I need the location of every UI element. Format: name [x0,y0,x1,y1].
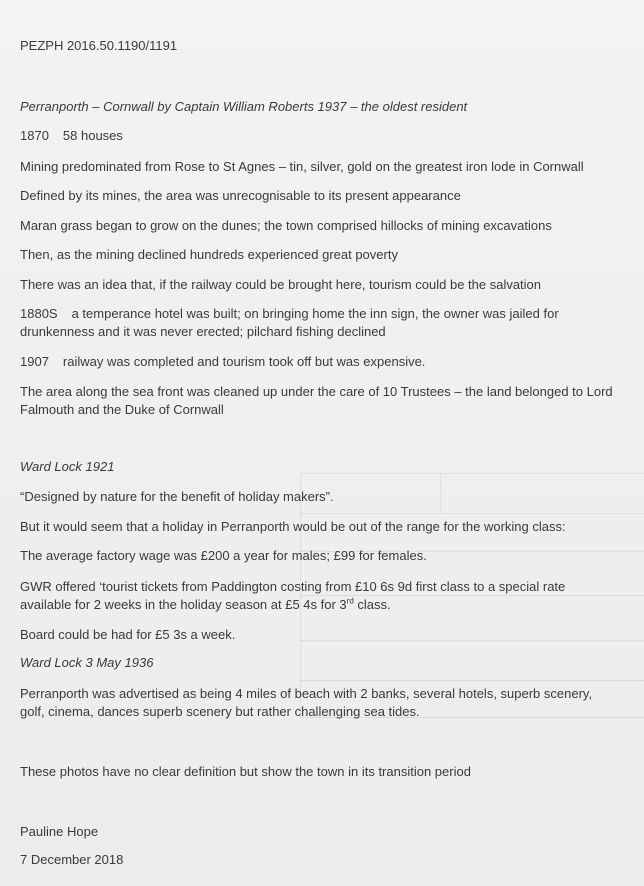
author-name: Pauline Hope [20,824,99,839]
entry-1880s-year: 1880S [20,306,58,321]
paragraph-poverty: Then, as the mining declined hundreds experienced great poverty [20,247,398,262]
document-date: 7 December 2018 [20,852,124,867]
paragraph-advertised: Perranporth was advertised as being 4 miles of beach with 2 banks, several hotels, superb scenery, golf, cinema, dances superb scenery but rather challenging sea tides. [20,686,593,719]
paragraph-railway-idea: There was an idea that, if the railway could be brought here, tourism could be the salvation [20,277,542,292]
paragraph-wage: The average factory wage was £200 a year for males; £99 for females. [20,548,427,563]
entry-1880s-text: a temperance hotel was built; on bringing home the inn sign, the owner was jailed for drunkenness and it was never erected; pilchard fishing declined [20,306,559,339]
paragraph-maran: Maran grass began to grow on the dunes; the town comprised hillocks of mining excavations [20,218,552,233]
paragraph-mining: Mining predominated from Rose to St Agnes – tin, silver, gold on the greatest iron lode in Cornwall [20,159,584,174]
entry-1870 [20,127,123,145]
paragraph-seafront: The area along the sea front was cleaned up under the care of 10 Trustees – the land belonged to Lord Falmouth and the Duke of Cornwall [20,384,613,417]
entry-1907-text: railway was completed and tourism took off but was expensive. [62,354,426,369]
paragraph-working-class: But it would seem that a holiday in Perranporth would be out of the range for the working class: [20,519,566,534]
gwr-text: GWR offered ‘tourist tickets from Paddington costing from £10 6s 9d first class to a special rate available for 2 weeks in the holiday season at £5 4s for 3 [20,579,566,612]
entry-1907-year: 1907 [20,354,49,369]
entry-1870-year: 1870 [20,128,49,143]
heading-ward-lock-1936: Ward Lock 3 May 1936 [20,655,154,670]
paragraph-defined: Defined by its mines, the area was unrecognisable to its present appearance [20,188,461,203]
paragraph-board: Board could be had for £5 3s a week. [20,627,236,642]
paragraph-gwr [20,578,620,614]
gwr-text-end: class. [353,597,391,612]
reference-number: PEZPH 2016.50.1190/1191 [20,38,178,53]
entry-1870-text: 58 houses [62,128,123,143]
gwr-superscript: rd [346,596,354,606]
quote-designed: “Designed by nature for the benefit of holiday makers”. [20,489,334,504]
document-title: Perranporth – Cornwall by Captain William Roberts 1937 – the oldest resident [20,99,468,114]
entry-1880s [20,305,620,341]
entry-1907 [20,353,425,371]
paragraph-photos: These photos have no clear definition but show the town in its transition period [20,764,471,779]
heading-ward-lock-1921: Ward Lock 1921 [20,459,115,474]
